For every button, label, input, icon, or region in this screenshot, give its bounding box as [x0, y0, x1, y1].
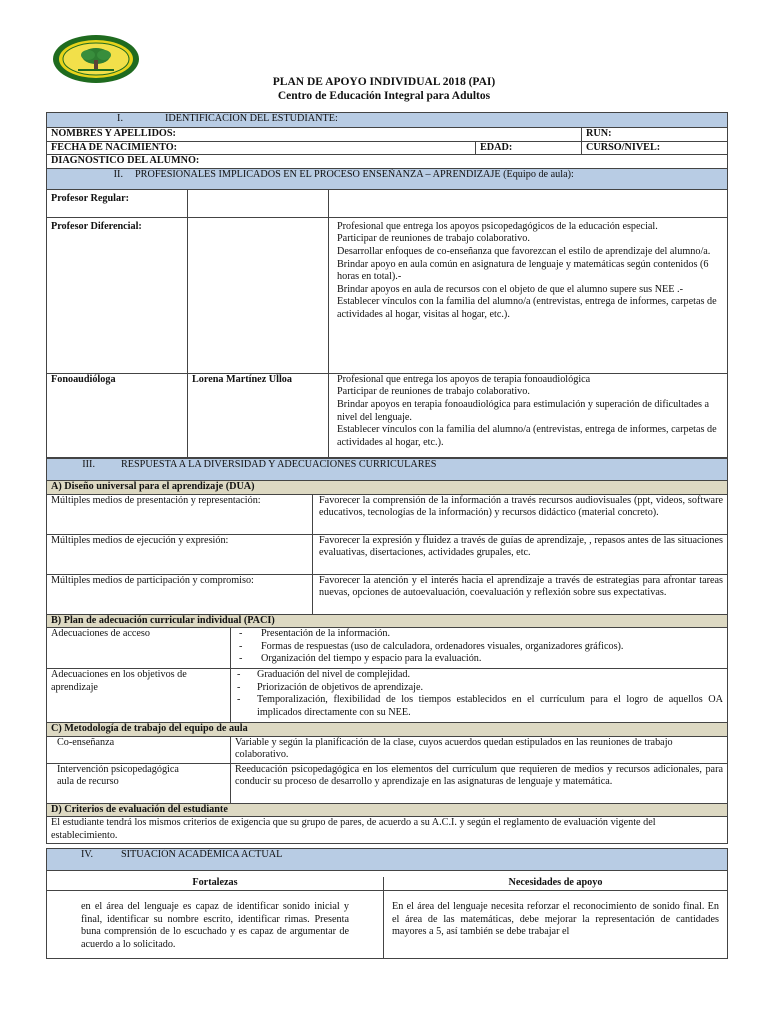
necesidades-header: Necesidades de apoyo: [384, 877, 728, 891]
description-line: Brindar apoyo en aula común en asignatura de lenguaje y matemáticas según contenidos (6 horas en total).-: [337, 258, 709, 283]
necesidades-text: En el área del lenguaje necesita reforzar el reconocimiento de sonido final. En el área de las matemáticas, debe mejorar la representación de cantidades mayores a 5, así también se debe trabajar el: [384, 891, 728, 959]
professional-description: [329, 217, 728, 373]
professional-name: [188, 189, 329, 217]
paci-items: [231, 669, 728, 723]
section-title: PROFESIONALES IMPLICADOS EN EL PROCESO ENSEÑANZA – APRENDIZAJE (Equipo de aula):: [135, 168, 574, 180]
description-line: Participar de reuniones de trabajo colaborativo.: [337, 386, 530, 398]
professional-row: [47, 373, 728, 457]
methodology-row: [47, 736, 728, 763]
dua-label: Múltiples medios de ejecución y expresión:: [47, 534, 313, 574]
dua-row: [47, 534, 728, 574]
professional-name: Lorena Martínez Ulloa: [188, 373, 329, 457]
description-line: Profesional que entrega los apoyos psicopedagógicos de la educación especial.: [337, 220, 658, 232]
methodology-label: Intervención psicopedagógica aula de recurso: [47, 763, 231, 803]
professional-name: [188, 217, 329, 373]
fortalezas-text: en el área del lenguaje es capaz de identificar sonido inicial y final, identificar su nombre escrito, identificar rimas. Presenta buna comprensión de lo escuchado y es capaz de argumentar de acuerdo a lo solicitado.: [47, 891, 384, 959]
section-number: I.: [117, 113, 123, 124]
paci-item: - Organización del tiempo y espacio para la evaluación.: [237, 653, 723, 666]
edad-label: EDAD:: [476, 141, 582, 155]
diversity-response-table: [46, 458, 728, 844]
subsection-c-title: C) Metodología de trabajo del equipo de aula: [47, 723, 728, 737]
methodology-text: Reeducación psicopedagógica en los elementos del currículum que requieren de medios y recursos adicionales, para conducir su proceso de desarrollo y aprendizaje en las asignaturas de lenguaje y matemática.: [231, 763, 728, 803]
section-title: RESPUESTA A LA DIVERSIDAD Y ADECUACIONES CURRICULARES: [121, 459, 437, 470]
professional-role: Fonoaudióloga: [47, 373, 188, 457]
professional-role: Profesor Regular:: [47, 189, 188, 217]
description-line: Desarrollar enfoques de co-enseñanza que favorezcan el estilo de aprendizaje del alumno/a.: [337, 245, 711, 257]
paci-items: [231, 628, 728, 669]
section-number: III.: [82, 459, 95, 470]
run-label: RUN:: [582, 128, 728, 142]
description-line: Brindar apoyos en aula de recursos con el objeto de que el alumno supere sus NEE .-: [337, 283, 683, 295]
paci-item: - Formas de respuestas (uso de calculadora, ordenadores visuales, organizadores gráficos).: [237, 641, 723, 654]
evaluation-criteria-text: El estudiante tendrá los mismos criterios de exigencia que su grupo de pares, de acuerdo a su A.C.I. y según el reglamento de evaluación vigente del establecimiento.: [47, 817, 728, 844]
nombres-label: NOMBRES Y APELLIDOS:: [47, 128, 582, 142]
dua-row: [47, 494, 728, 534]
description-line: Establecer vínculos con la familia del alumno/a (entrevistas, entrega de informes, carpetas de actividades al hogar, visitas al hogar, etc.).: [337, 296, 717, 320]
fortalezas-header: Fortalezas: [47, 877, 384, 891]
section-header-ii: [47, 168, 728, 189]
paci-item: - Temporalización, flexibilidad de los tiempos establecidos en el currículum para el logro de aquellos OA implicados directamente con su NEE.: [235, 694, 723, 719]
subsection-d-title: D) Criterios de evaluación del estudiante: [47, 803, 728, 817]
subsection-b-title: B) Plan de adecuación curricular individual (PACI): [47, 614, 728, 628]
paci-item: - Priorización de objetivos de aprendizaje.: [235, 682, 723, 695]
paci-row: [47, 669, 728, 723]
professional-description: [329, 373, 728, 457]
document-subtitle: Centro de Educación Integral para Adultos: [277, 90, 491, 102]
paci-item: - Presentación de la información.: [237, 628, 723, 641]
description-line: Participar de reuniones de trabajo colaborativo.: [337, 233, 530, 245]
document-header: [0, 75, 768, 103]
fecha-nacimiento-label: FECHA DE NACIMIENTO:: [47, 141, 476, 155]
dua-text: Favorecer la atención y el interés hacia el aprendizaje a través de estrategias para afrontar tareas nuevas, opciones de autoevaluación, coevaluación y reflexión sobre sus expectativas.: [313, 574, 728, 614]
student-identification-table: [46, 112, 728, 458]
paci-item: - Graduación del nivel de complejidad.: [235, 669, 723, 682]
dua-label: Múltiples medios de presentación y representación:: [47, 494, 313, 534]
dua-text: Favorecer la expresión y fluidez a través de guías de aprendizaje, , repasos antes de las situaciones evaluativas, disertaciones, actividades grupales, etc.: [313, 534, 728, 574]
description-line: Establecer vínculos con la familia del alumno/a (entrevistas, entrega de informes, carpetas de actividades al hogar, etc.).: [337, 424, 717, 448]
description-line: Profesional que entrega los apoyos de terapia fonoaudiológica: [337, 373, 591, 385]
academic-situation-table: [46, 848, 728, 959]
section-header-iii: [47, 459, 728, 481]
paci-label: Adecuaciones en los objetivos de aprendizaje: [47, 669, 231, 723]
description-line: Brindar apoyos en terapia fonoaudiológica para estimulación y superación de dificultades a nivel del lenguaje.: [337, 398, 709, 423]
section-title: IDENTIFICACION DEL ESTUDIANTE:: [165, 113, 338, 124]
paci-label: Adecuaciones de acceso: [47, 628, 231, 669]
professional-row: [47, 189, 728, 217]
dua-text: Favorecer la comprensión de la información a través recursos audiovisuales (ppt, videos, software educativos, tecnologías de la información) y recursos didáctico (material concreto).: [313, 494, 728, 534]
section-header-i: [47, 113, 728, 128]
methodology-label: Co-enseñanza: [47, 736, 231, 763]
dua-label: Múltiples medios de participación y compromiso:: [47, 574, 313, 614]
professional-description: [329, 189, 728, 217]
curso-nivel-label: CURSO/NIVEL:: [582, 141, 728, 155]
diagnostico-label: DIAGNÓSTICO DEL ALUMNO:: [47, 155, 728, 169]
subsection-a-title: A) Diseño universal para el aprendizaje (DUA): [47, 481, 728, 495]
methodology-row: [47, 763, 728, 803]
section-number: IV.: [81, 849, 93, 860]
section-header-iv: [47, 849, 728, 871]
professional-row: [47, 217, 728, 373]
section-number: II.: [113, 168, 123, 180]
section-title: SITUACIÓN ACADÉMICA ACTUAL: [121, 849, 283, 860]
paci-row: [47, 628, 728, 669]
dua-row: [47, 574, 728, 614]
professional-role: Profesor Diferencial:: [47, 217, 188, 373]
methodology-text: Variable y según la planificación de la clase, cuyos acuerdos quedan estipulados en las reuniones de trabajo colaborativo.: [231, 736, 728, 763]
document-title: PLAN DE APOYO INDIVIDUAL 2018 (PAI): [272, 76, 496, 88]
